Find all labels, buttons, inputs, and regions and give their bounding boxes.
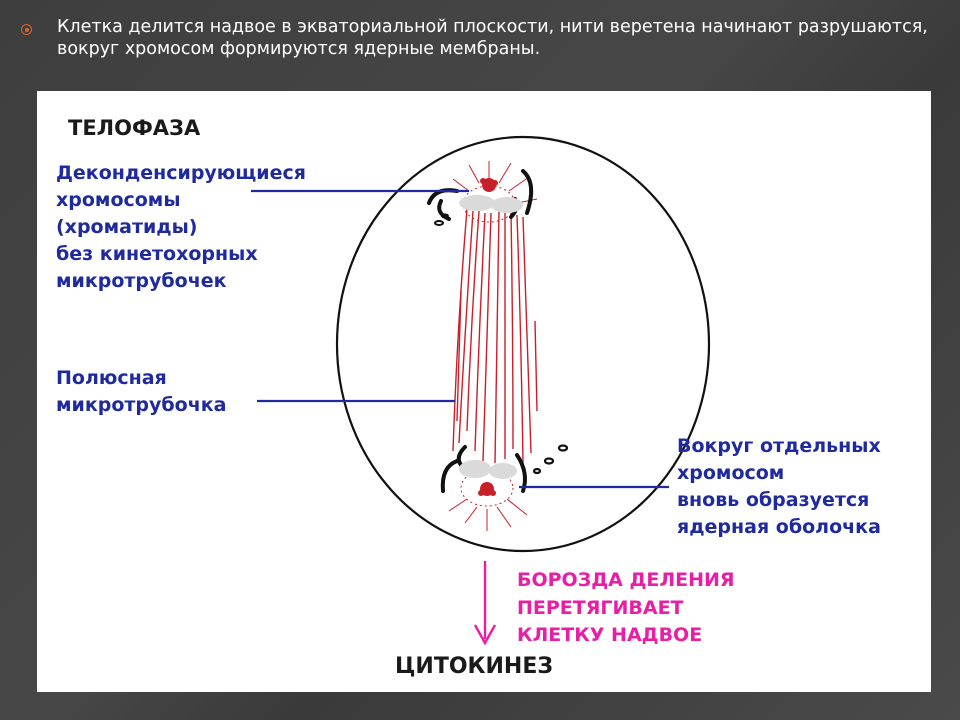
- diagram-panel: [37, 91, 931, 692]
- bullet-icon: [21, 24, 32, 35]
- polar-microtubule-label: Полюсная микротрубочка: [56, 367, 227, 416]
- furrow-label: БОРОЗДА ДЕЛЕНИЯ ПЕРЕТЯГИВАЕТ КЛЕТКУ НАДВОЕ: [517, 569, 735, 646]
- diagram-title: ТЕЛОФАЗА: [68, 116, 201, 140]
- lower-chromosome-fragments: [534, 446, 567, 474]
- furrow-arrow: [475, 561, 495, 643]
- nuclear-envelope-label: Вокруг отдельных хромосом вновь образуется ядерная оболочка: [677, 435, 881, 538]
- chromosomes-label: Деконденсирующиеся хромосомы (хроматиды) без кинетохорных микротрубочек: [56, 162, 306, 292]
- slide-caption: Клетка делится надвое в экваториальной плоскости, нити веретена начинают разрушаются, вокруг хромосом формируются ядерные мембраны.: [57, 17, 928, 59]
- lower-centrosome: [449, 470, 527, 531]
- polar-microtubules: [453, 209, 537, 463]
- upper-chromatin: [459, 195, 523, 213]
- upper-chromosomes: [429, 171, 531, 219]
- cytokinesis-label: ЦИТОКИНЕЗ: [395, 654, 553, 679]
- lower-chromatin: [459, 460, 517, 479]
